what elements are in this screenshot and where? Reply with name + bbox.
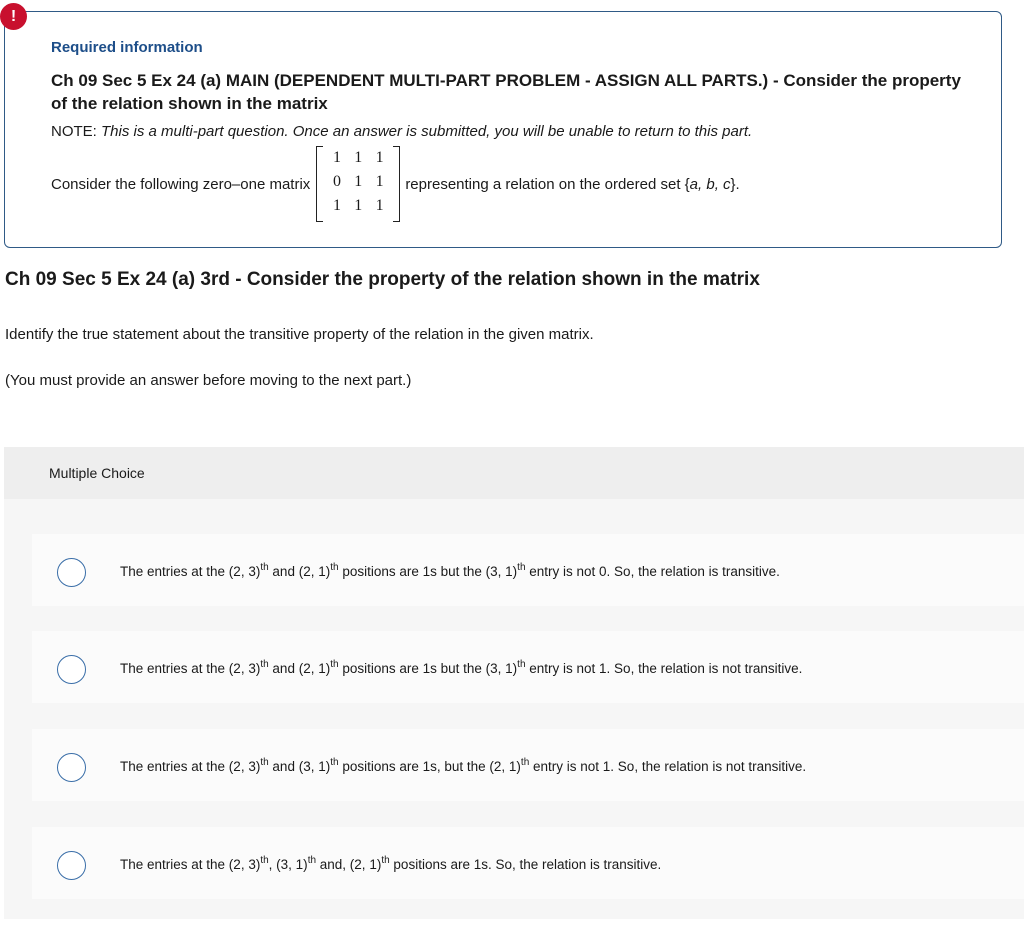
multiple-choice-label: Multiple Choice: [49, 465, 145, 481]
choice-option-2[interactable]: [32, 631, 1024, 703]
matrix-grid: [326, 148, 390, 216]
multiple-choice-options: [4, 499, 1024, 919]
matrix-cell: 1: [354, 197, 363, 214]
radio-button[interactable]: [57, 558, 86, 587]
multiple-choice-header: [4, 447, 1024, 499]
radio-button[interactable]: [57, 753, 86, 782]
choice-text: The entries at the (2, 3)$^{th}$ and (3, 1)$^{th}$ positions are 1s, but the (2, 1)$^{th}$ entry is not 1. So, the relation is not transitive.: [120, 757, 807, 774]
note-text: This is a multi-part question. Once an answer is submitted, you will be unable to return to this part.: [101, 123, 753, 140]
choice-option-4[interactable]: [32, 827, 1024, 899]
must-answer-note: (You must provide an answer before moving to the next part.): [5, 372, 412, 389]
choice-text: The entries at the (2, 3)$^{th}$, (3, 1)$^{th}$ and, (2, 1)$^{th}$ positions are 1s. So, the relation is transitive.: [120, 855, 662, 872]
note-label: NOTE:: [51, 123, 102, 140]
part-title: Ch 09 Sec 5 Ex 24 (a) 3rd - Consider the property of the relation shown in the matrix: [5, 269, 760, 290]
required-information-panel: [4, 11, 1002, 248]
problem-title: Ch 09 Sec 5 Ex 24 (a) MAIN (DEPENDENT MULTI-PART PROBLEM - ASSIGN ALL PARTS.) - Consider the property of the relation shown in the matrix: [51, 71, 961, 113]
choice-option-3[interactable]: [32, 729, 1024, 801]
consider-text: Consider the following zero–one matrix: [51, 175, 311, 193]
right-bracket: [393, 146, 400, 222]
choice-option-1[interactable]: [32, 534, 1024, 606]
matrix-cell: 1: [332, 197, 341, 214]
set-text: representing a relation on the ordered set {a, b, c}.: [405, 175, 740, 193]
matrix-cell: 1: [375, 173, 384, 190]
zero-one-matrix: [316, 146, 400, 222]
radio-button[interactable]: [57, 655, 86, 684]
choice-text: The entries at the (2, 3)$^{th}$ and (2, 1)$^{th}$ positions are 1s but the (3, 1)$^{th}$ entry is not 1. So, the relation is not transitive.: [120, 659, 803, 676]
choice-text: The entries at the (2, 3)$^{th}$ and (2, 1)$^{th}$ positions are 1s but the (3, 1)$^{th}$ entry is not 0. So, the relation is transitive.: [120, 562, 780, 579]
note: [51, 123, 752, 140]
set-elements: a, b, c: [689, 175, 731, 193]
left-bracket: [316, 146, 323, 222]
matrix-cell: 1: [375, 197, 384, 214]
matrix-cell: 1: [375, 149, 384, 166]
question-text: Identify the true statement about the transitive property of the relation in the given matrix.: [5, 326, 594, 343]
matrix-cell: 1: [332, 149, 341, 166]
radio-button[interactable]: [57, 851, 86, 880]
matrix-cell: 1: [354, 149, 363, 166]
matrix-cell: 1: [354, 173, 363, 190]
matrix-cell: 0: [332, 173, 341, 190]
matrix-statement: [51, 145, 740, 223]
required-information-title: Required information: [51, 39, 203, 56]
alert-icon: !: [0, 3, 27, 30]
